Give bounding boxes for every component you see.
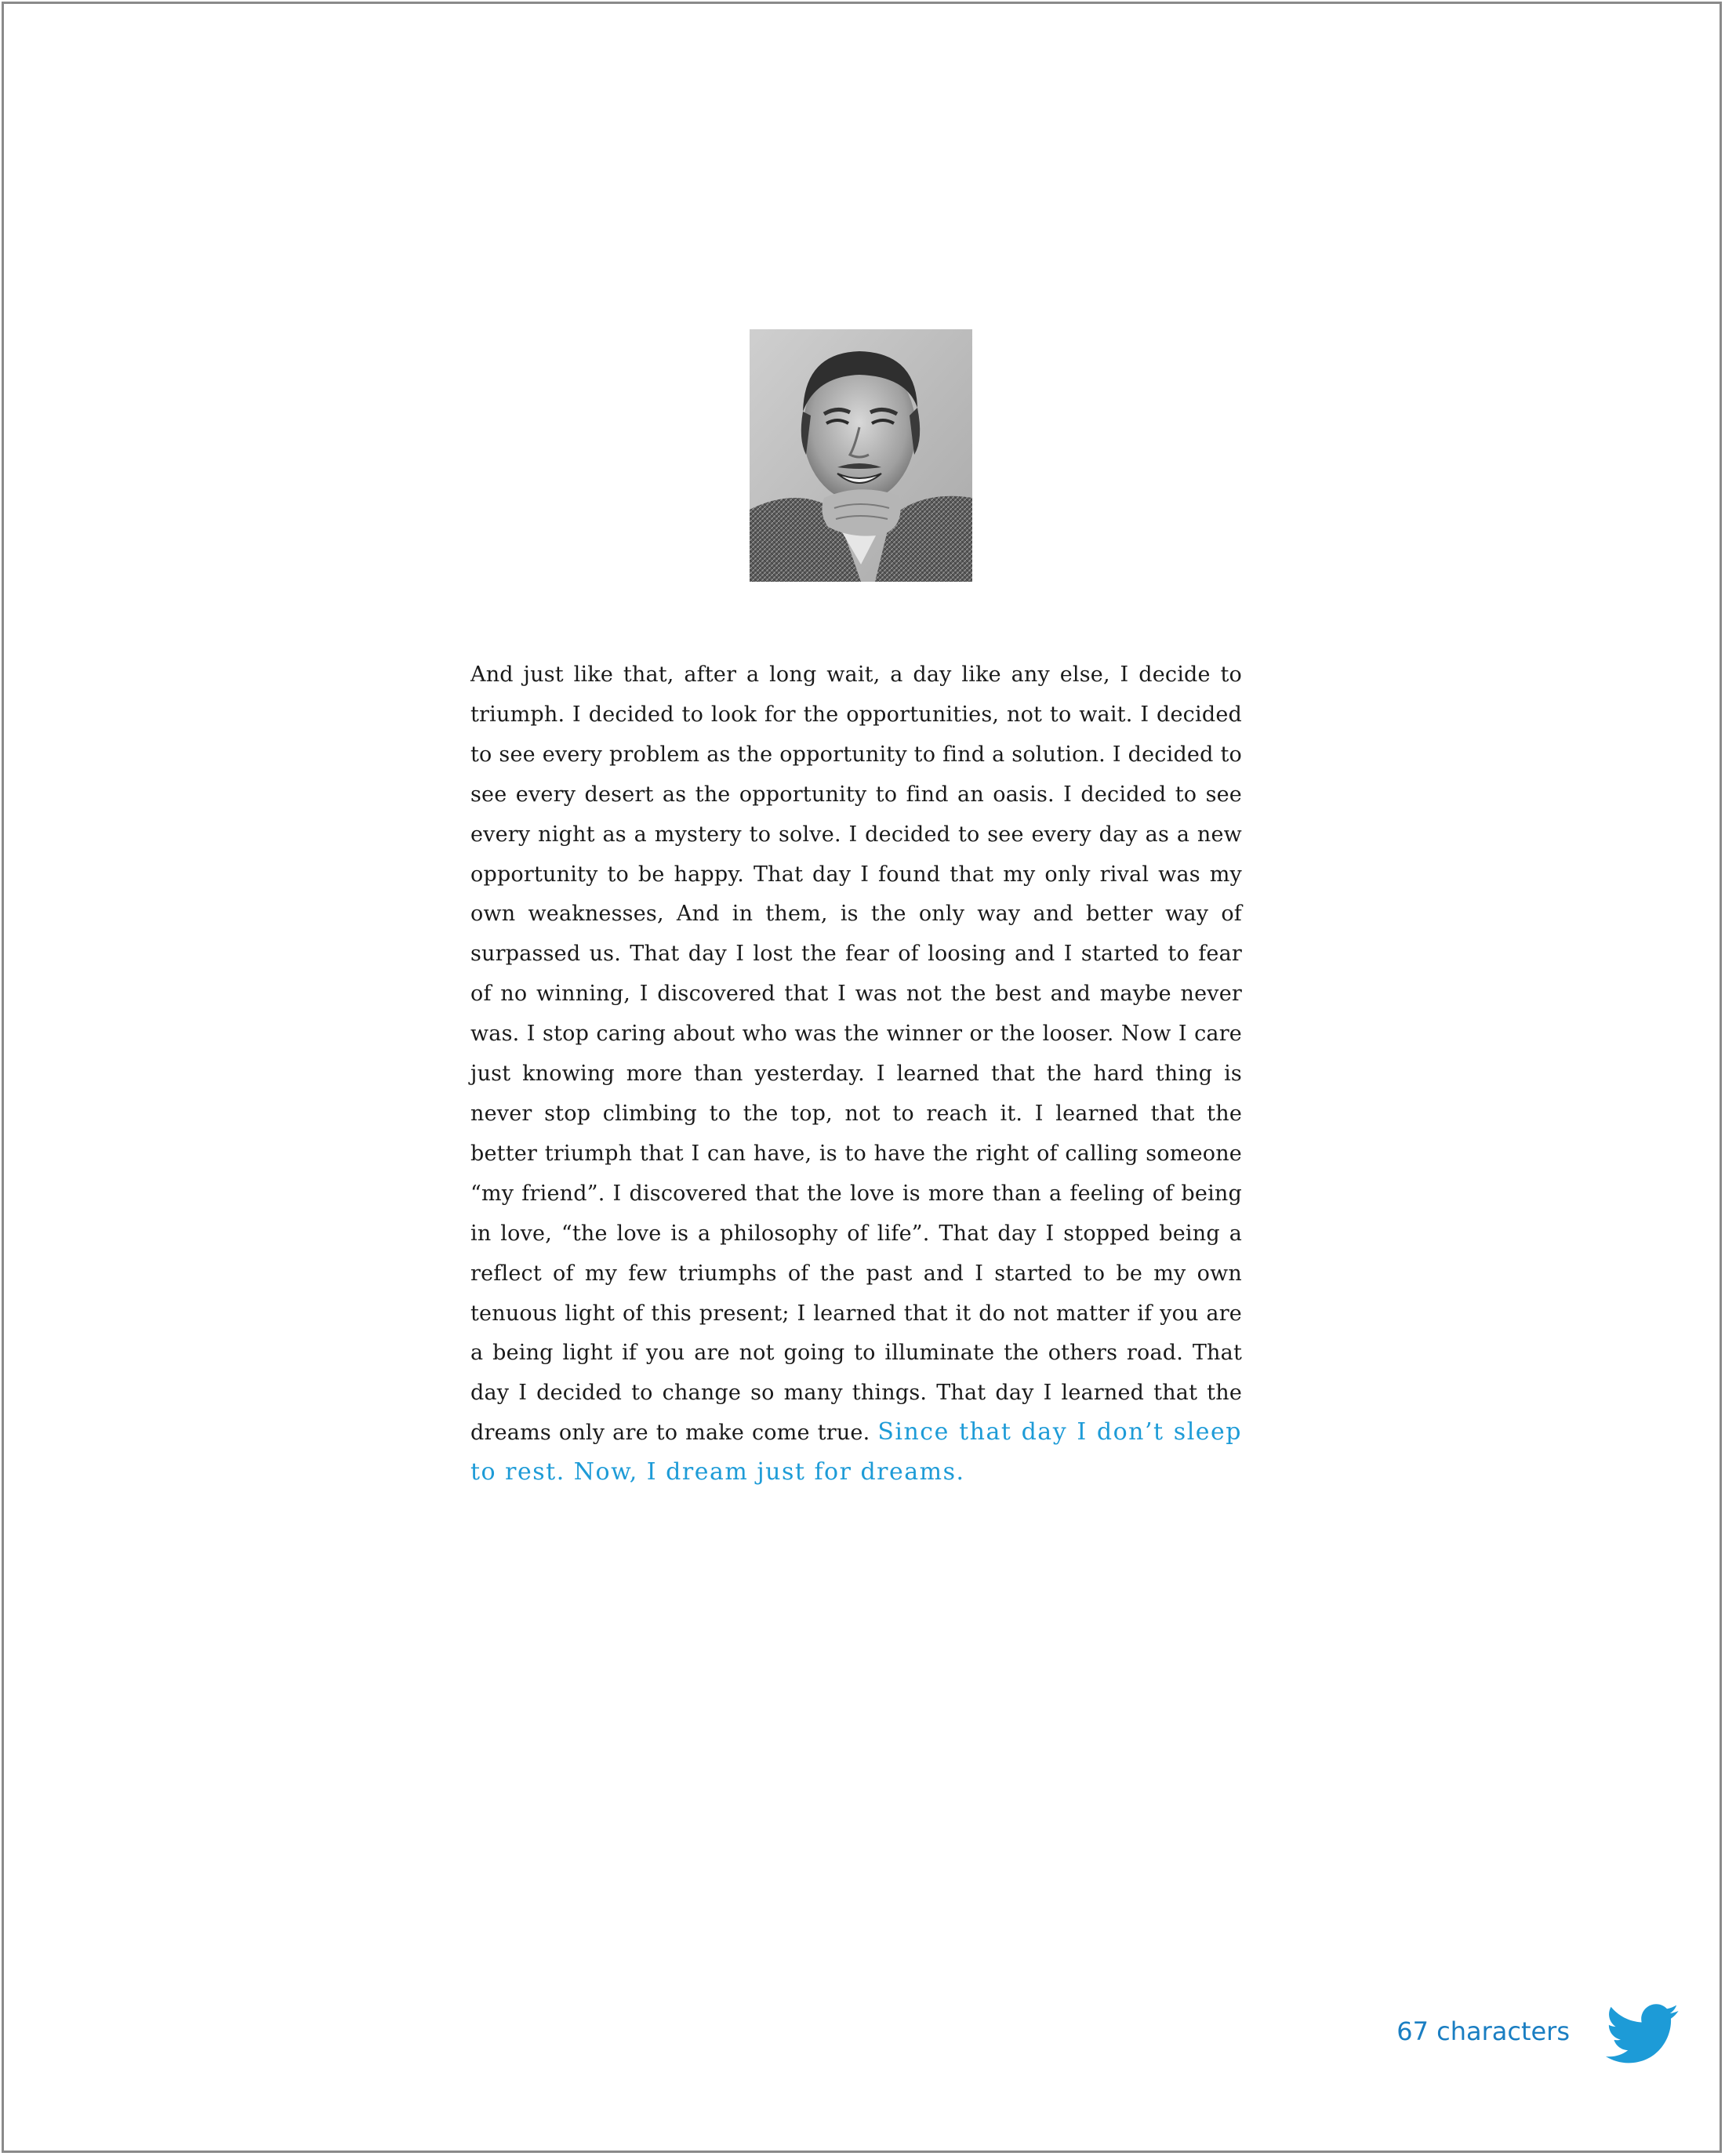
article-highlight-text: Since that day I don’t sleep to rest. Now, I dream just for dreams. (470, 1418, 1242, 1486)
portrait-photo (750, 329, 972, 582)
portrait-image (750, 329, 972, 582)
article-body-text: And just like that, after a long wait, a day like any else, I decide to triumph. I decided to look for the opportunities, not to wait. I decided to see every problem as the opportunity to find a solution. I decided to see every desert as the opportunity to find an oasis. I decided to see every night as a mystery to solve. I decided to see every day as a new opportunity to be happy. That day I found that my only rival was my own weaknesses, And in them, is the only way and better way of surpassed us. That day I lost the fear of loosing and I started to fear of no winning, I discovered that I was not the best and maybe never was. I stop caring about who was the winner or the looser. Now I care just knowing more than yesterday. I learned that the hard thing is never stop climbing to the top, not to reach it. I learned that the better triumph that I can have, is to have the right of calling someone “my friend”. I discovered that the love is more than a feeling of being in love, “the love is a philosophy of life”. That day I stopped being a reflect of my few triumphs of the past and I started to be my own tenuous light of this present; I learned that it do not matter if you are a being light if you are not going to illuminate the others road. That day I decided to change so many things. That day I learned that the dreams only are to make come true. (470, 662, 1242, 1446)
twitter-bird-icon-svg (1603, 2004, 1682, 2063)
twitter-bird-icon (1603, 2004, 1682, 2063)
article-body (470, 655, 1242, 1494)
character-count: 67 characters (1396, 2016, 1570, 2046)
